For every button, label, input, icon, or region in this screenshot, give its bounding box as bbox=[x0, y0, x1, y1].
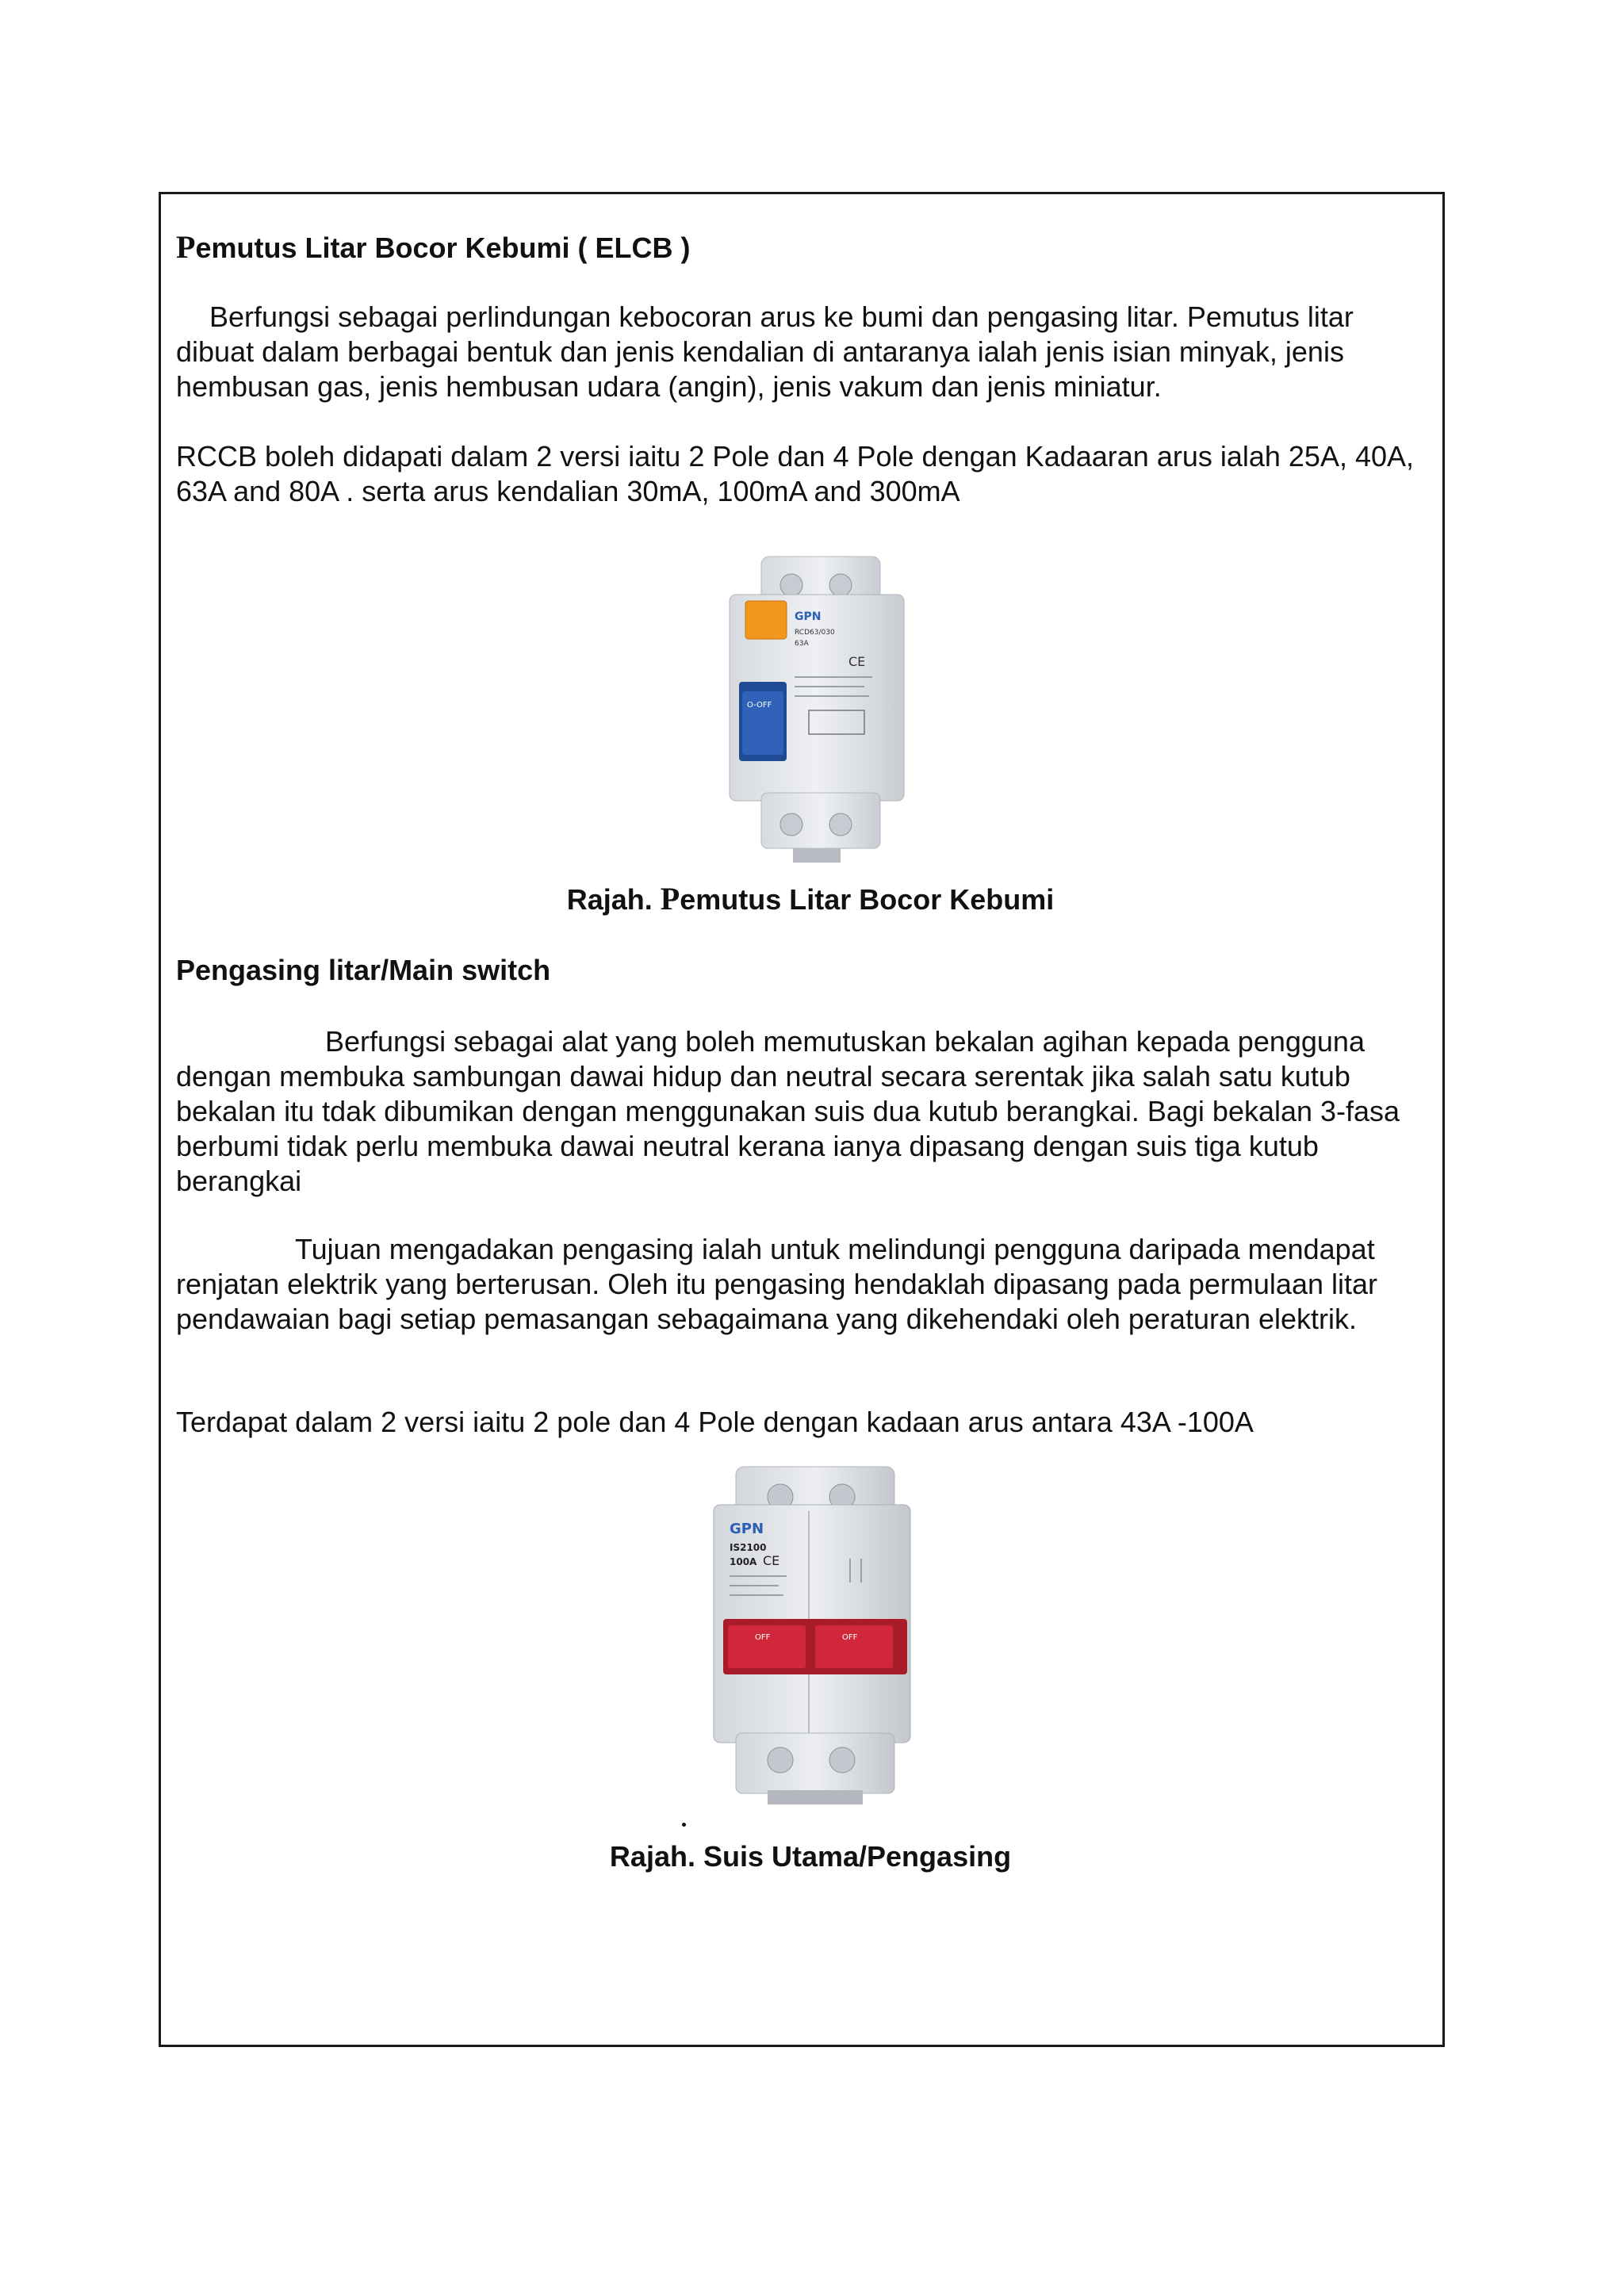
rccb-device-image bbox=[722, 555, 912, 866]
rccb-ce-mark: CE bbox=[848, 654, 866, 669]
section-heading-main-switch: Pengasing litar/Main switch bbox=[176, 954, 551, 986]
isolator-switch-text-left: OFF bbox=[755, 1633, 771, 1642]
rccb-model-label: RCD63/030 bbox=[795, 629, 835, 637]
paragraph-isolator-versions: Terdapat dalam 2 versi iaitu 2 pole dan 4 Pole dengan kadaan arus antara 43A -100A bbox=[176, 1406, 1254, 1438]
isolator-rating-label: 100A bbox=[730, 1556, 757, 1567]
figure-caption-main-switch: Rajah. Suis Utama/Pengasing bbox=[609, 1840, 1012, 1873]
paragraph-rccb-versions: RCCB boleh didapati dalam 2 versi iaitu 2 Pole dan 4 Pole dengan Kadaaran arus ialah 25A, 40A, 63A and 80A . serta arus kendalian 30mA, 100mA and 300mA bbox=[176, 440, 1415, 507]
paragraph-isolator-purpose: Tujuan mengadakan pengasing ialah untuk melindungi pengguna daripada mendapat renjatan elektrik yang berterusan. Oleh itu pengasing hendaklah dipasang pada permulaan litar pendawaian bagi setiap pemasangan sebagaimana yang dikehendaki oleh peraturan elektrik. bbox=[176, 1233, 1378, 1335]
section-heading-elcb: Pemutus Litar Bocor Kebumi ( ELCB ) bbox=[176, 229, 691, 265]
isolator-brand-label: GPN bbox=[730, 1521, 764, 1537]
rccb-brand-label: GPN bbox=[795, 610, 822, 623]
figure-caption-elcb: Rajah. Pemutus Litar Bocor Kebumi bbox=[566, 881, 1055, 916]
stray-dot bbox=[682, 1823, 686, 1827]
paragraph-main-switch-function: Berfungsi sebagai alat yang boleh memutuskan bekalan agihan kepada pengguna dengan membuka sambungan dawai hidup dan neutral secara serentak jika salah satu kutub bekalan itu tdak dibumikan dengan menggunakan suis dua kutub berangkai. Bagi bekalan 3-fasa berbumi tidak perlu membuka dawai neutral kerana ianya dipasang dengan suis tiga kutub berangkai bbox=[176, 1025, 1400, 1197]
isolator-model-label: IS2100 bbox=[730, 1542, 767, 1553]
isolator-ce-mark: CE bbox=[763, 1553, 780, 1568]
main-switch-device-image bbox=[691, 1464, 929, 1809]
rccb-switch-text: O-OFF bbox=[747, 701, 772, 710]
rccb-rating-label: 63A bbox=[795, 640, 809, 648]
isolator-switch-text-right: OFF bbox=[842, 1633, 858, 1642]
paragraph-elcb-function: Berfungsi sebagai perlindungan kebocoran arus ke bumi dan pengasing litar. Pemutus litar dibuat dalam berbagai bentuk dan jenis kendalian di antaranya ialah jenis isian minyak, jenis hembusan gas, jenis hembusan udara (angin), jenis vakum dan jenis miniatur. bbox=[176, 300, 1354, 403]
